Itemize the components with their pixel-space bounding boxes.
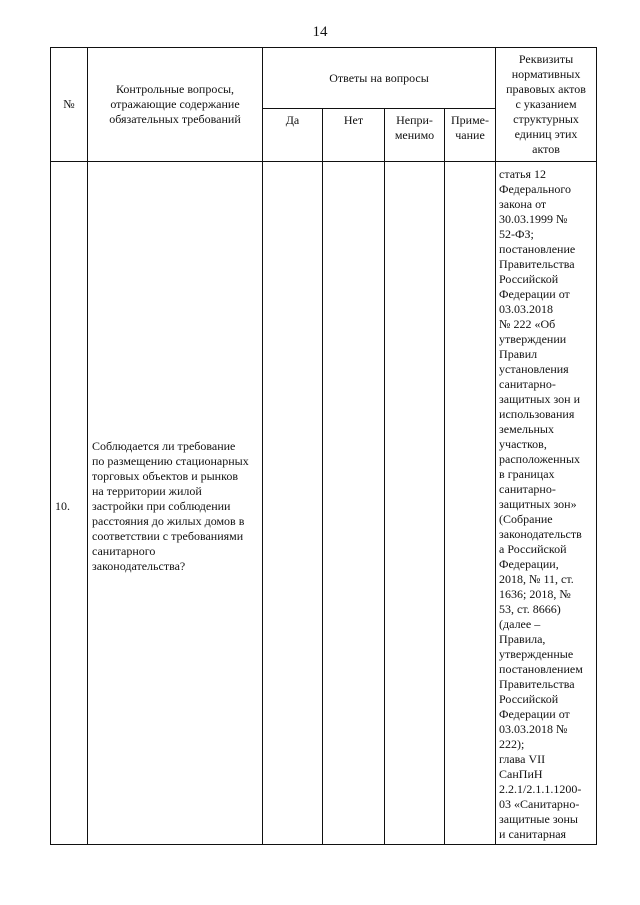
header-number: № [51, 48, 88, 162]
answer-not-applicable-cell[interactable] [385, 162, 445, 845]
answer-yes-cell[interactable] [263, 162, 323, 845]
header-answer-yes: Да [263, 109, 323, 162]
header-requisites: Реквизиты нормативных правовых актов с указанием структурных единиц этих актов [496, 48, 597, 162]
header-answer-note: Приме- чание [445, 109, 496, 162]
answer-no-cell[interactable] [323, 162, 385, 845]
page-number: 14 [312, 24, 328, 40]
row-requisites: статья 12 Федерального закона от 30.03.1999 № 52-ФЗ; постановление Правительства Российской Федерации от 03.03.2018 № 222 «Об утверждении Правил установления санитарно- защитных зон и использования земельных участков, расположенных в границах санитарно- защитных зон» (Собрание законодательств а Российской Федерации, 2018, № 11, ст. 1636; 2018, № 53, ст. 8666) (далее – Правила, утвержденные постановлением Правительства Российской Федерации от 03.03.2018 № 222); глава VII СанПиН 2.2.1/2.1.1.1200- 03 «Санитарно- защитные зоны и санитарная [496, 162, 597, 845]
checklist-table [50, 47, 597, 845]
header-question: Контрольные вопросы, отражающие содержание обязательных требований [88, 48, 263, 162]
header-answer-no: Нет [323, 109, 385, 162]
row-question: Соблюдается ли требование по размещению стационарных торговых объектов и рынков на территории жилой застройки при соблюдении расстояния до жилых домов в соответствии с требованиями санитарного законодательства? [88, 162, 263, 845]
header-answers: Ответы на вопросы [263, 48, 496, 109]
row-number: 10. [51, 162, 88, 845]
header-answer-not-applicable: Непри- менимо [385, 109, 445, 162]
answer-note-cell[interactable] [445, 162, 496, 845]
table-row [51, 162, 597, 845]
